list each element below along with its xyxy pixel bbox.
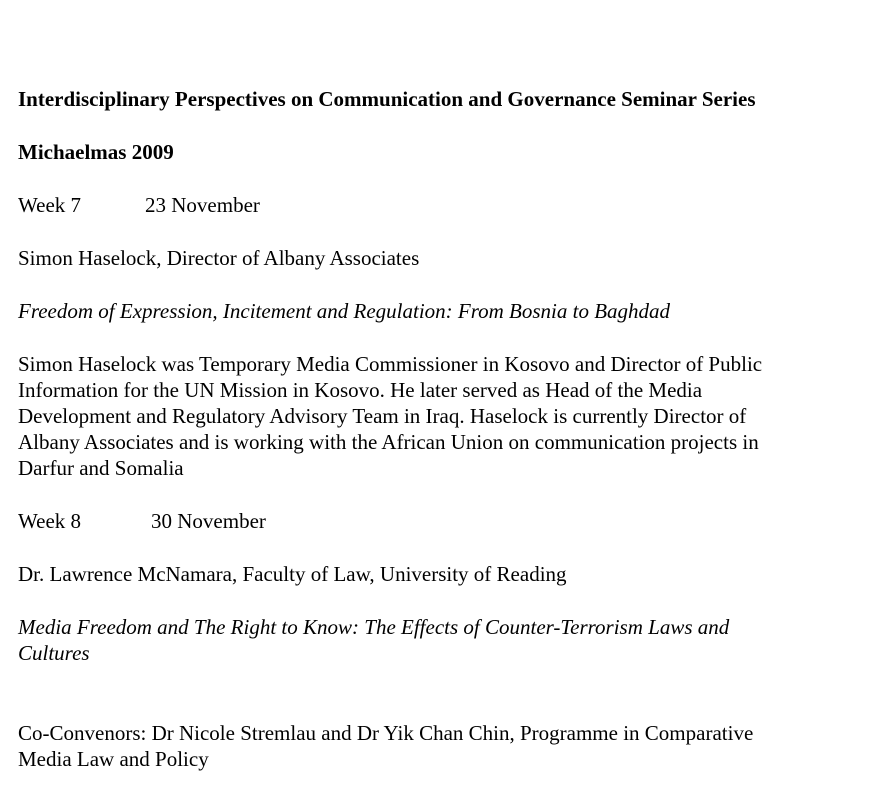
bio-line: Simon Haselock was Temporary Media Commissioner in Kosovo and Director of Public xyxy=(18,352,763,376)
week-8-speaker: Dr. Lawrence McNamara, Faculty of Law, University of Reading xyxy=(18,562,567,586)
week-8-date: 30 November xyxy=(151,509,266,533)
document-body xyxy=(18,86,848,772)
week-7-date: 23 November xyxy=(145,193,260,217)
bio-line: Darfur and Somalia xyxy=(18,456,184,480)
convenors-line: Co-Convenors: Dr Nicole Stremlau and Dr Yik Chan Chin, Programme in Comparative xyxy=(18,721,754,745)
bio-line: Albany Associates and is working with the African Union on communication projects in xyxy=(18,430,759,454)
bio-line: Development and Regulatory Advisory Team in Iraq. Haselock is currently Director of xyxy=(18,404,747,428)
convenors-line: Media Law and Policy xyxy=(18,747,209,771)
seminar-title: Interdisciplinary Perspectives on Communication and Governance Seminar Series xyxy=(18,87,756,111)
week-8-talk-title xyxy=(18,614,848,666)
week-7-talk-title: Freedom of Expression, Incitement and Regulation: From Bosnia to Baghdad xyxy=(18,299,671,323)
talk-title-line: Cultures xyxy=(18,641,90,665)
week-8-label: Week 8 xyxy=(18,509,82,533)
week-7-speaker-bio xyxy=(18,351,848,481)
talk-title-line: Media Freedom and The Right to Know: The Effects of Counter-Terrorism Laws and xyxy=(18,615,730,639)
week-8-row xyxy=(18,508,848,534)
week-7-label: Week 7 xyxy=(18,193,82,217)
term-heading: Michaelmas 2009 xyxy=(18,140,174,164)
week-7-speaker: Simon Haselock, Director of Albany Associates xyxy=(18,246,420,270)
co-convenors xyxy=(18,720,848,772)
bio-line: Information for the UN Mission in Kosovo. He later served as Head of the Media xyxy=(18,378,703,402)
week-7-row xyxy=(18,192,848,218)
